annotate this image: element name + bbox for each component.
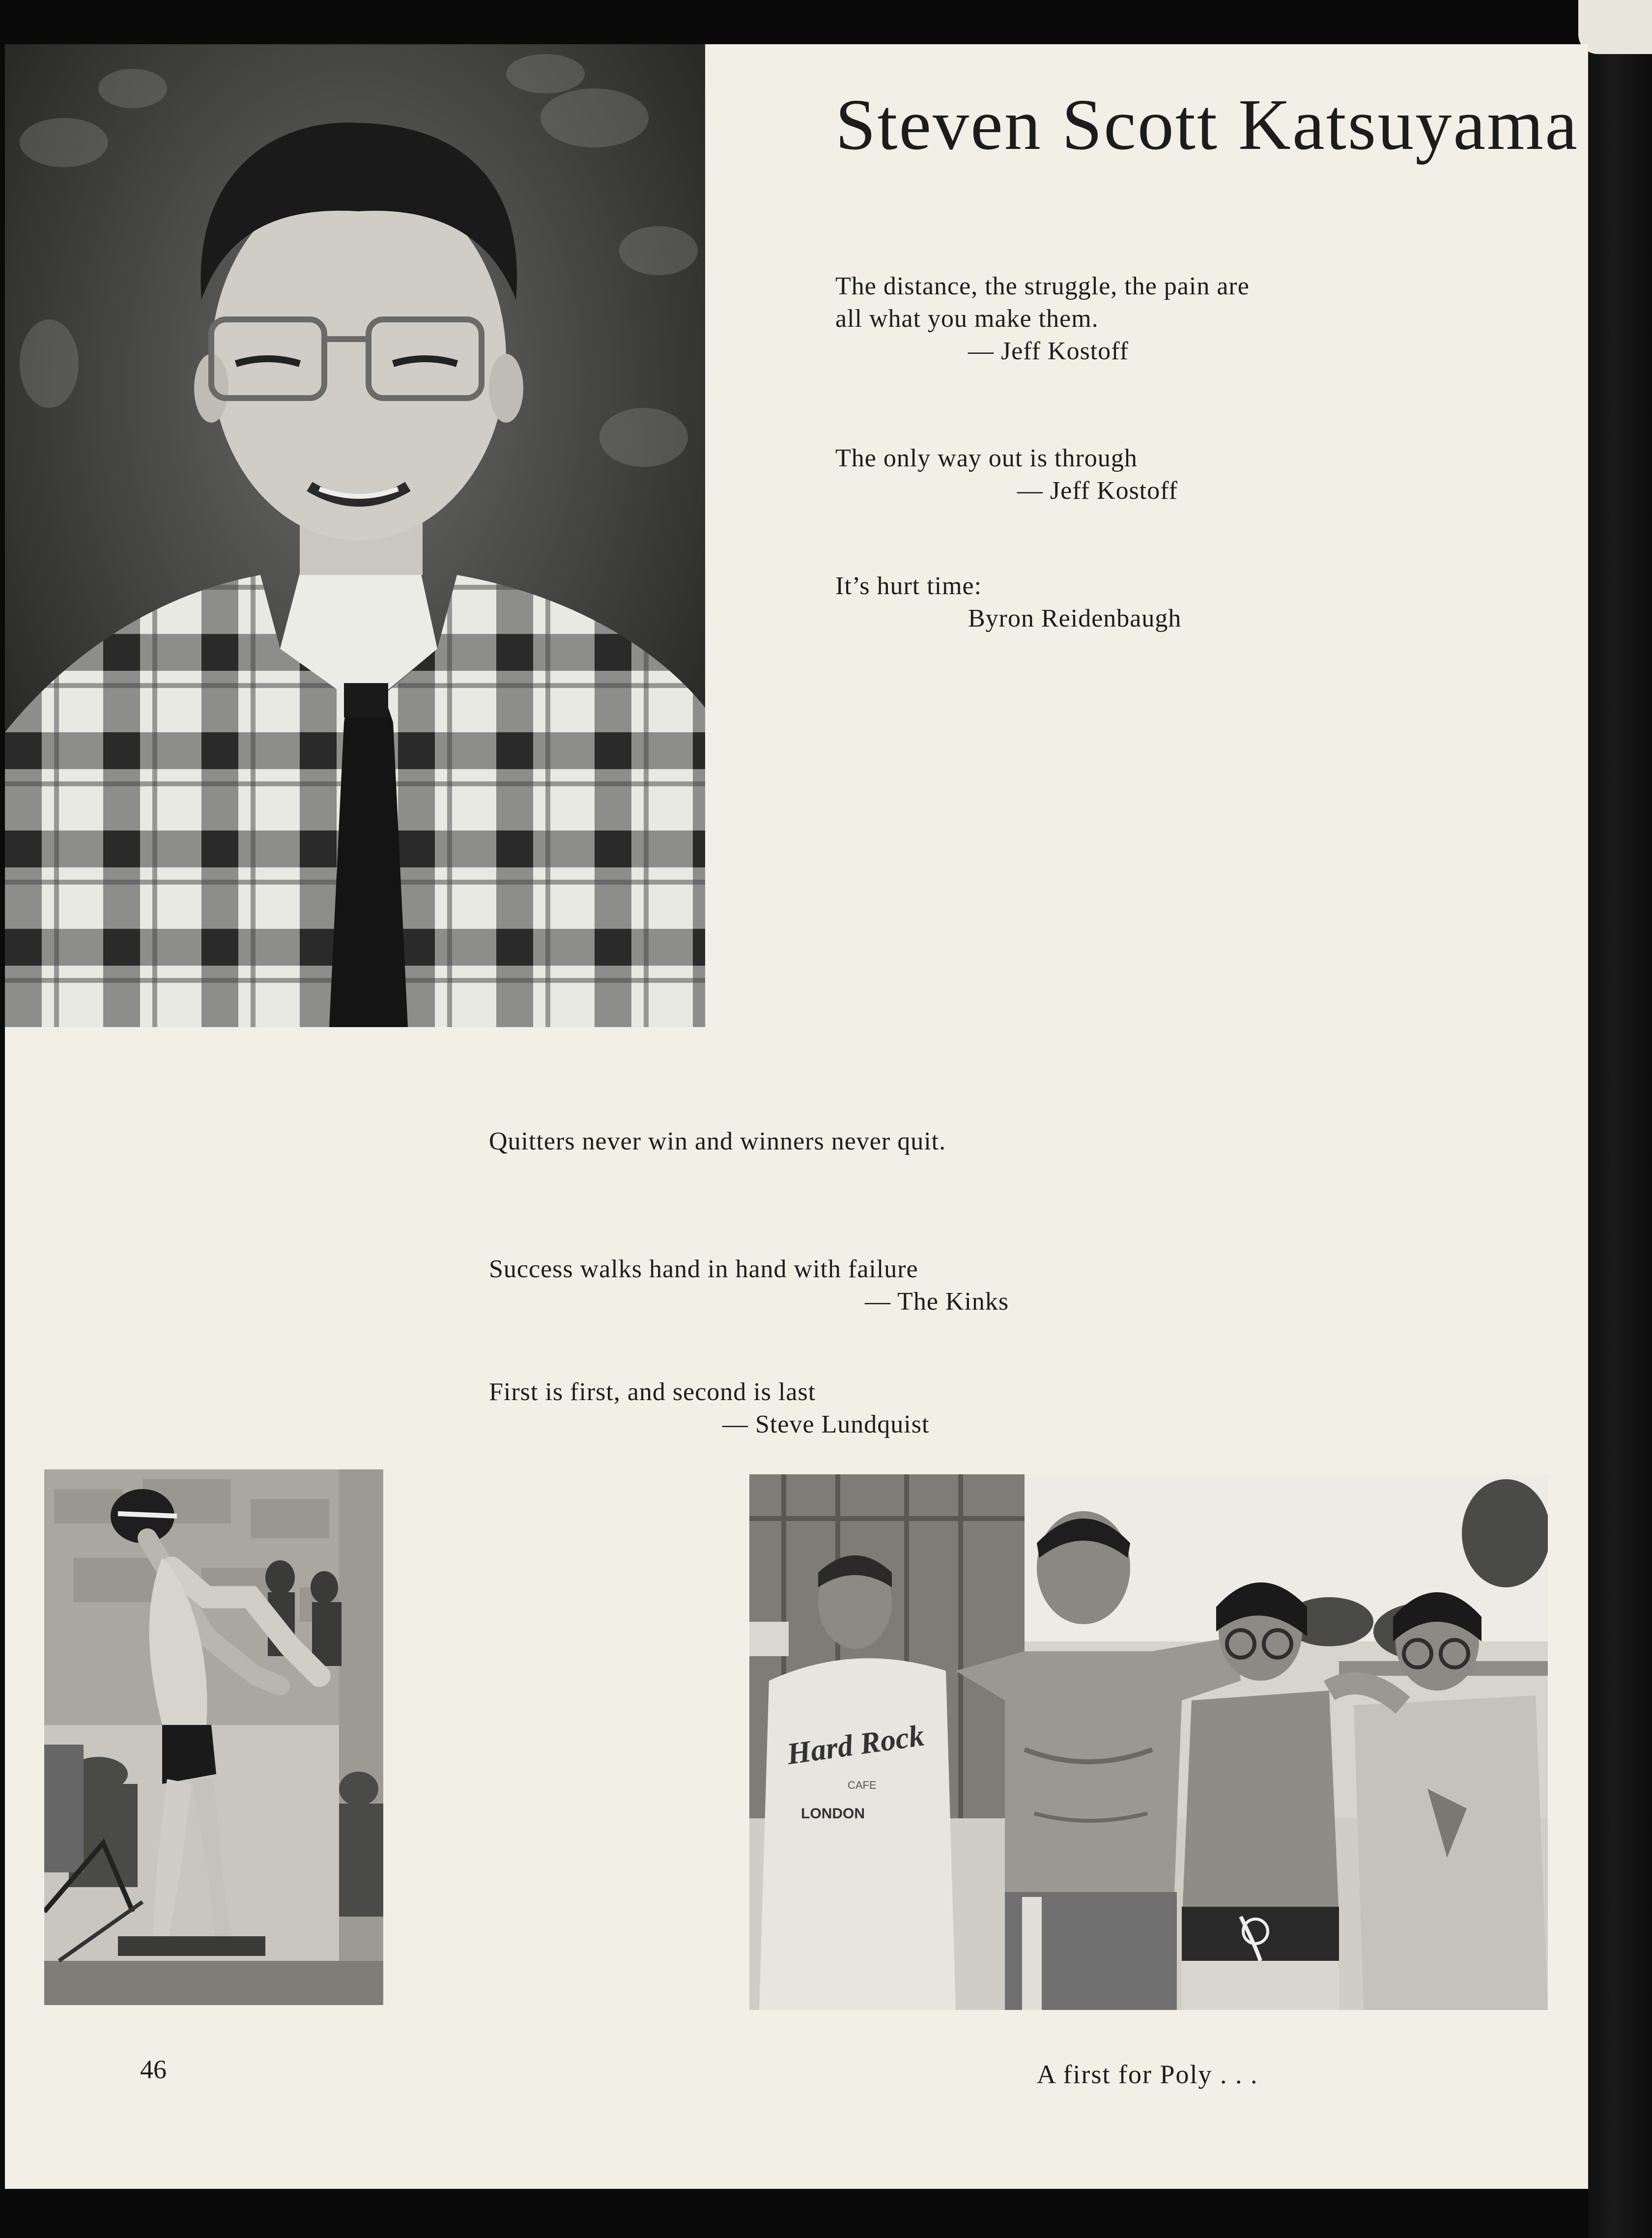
quote-line: all what you make them.: [835, 305, 1099, 333]
shirt-text: LONDON: [801, 1806, 865, 1822]
quote-line: The distance, the struggle, the pain are: [835, 272, 1250, 300]
quote-attribution: Byron Reidenbaugh: [968, 604, 1182, 632]
quote: [835, 442, 1178, 507]
shirt-text: CAFE: [848, 1779, 877, 1791]
quote-attribution: — Jeff Kostoff: [1017, 477, 1178, 505]
page-number: 46: [140, 2055, 167, 2084]
quote: [835, 270, 1250, 368]
quote: [489, 1125, 946, 1158]
quote-attribution: — The Kinks: [865, 1288, 1009, 1316]
quote-attribution: — Steve Lundquist: [722, 1410, 930, 1438]
quote-line: It’s hurt time:: [835, 572, 982, 600]
yearbook-page: [5, 44, 1588, 2189]
photo-caption: A first for Poly . . .: [1037, 2060, 1258, 2089]
quote: [489, 1376, 929, 1441]
quote: [489, 1253, 1009, 1318]
quote-attribution: — Jeff Kostoff: [968, 337, 1129, 365]
quote-line: Quitters never win and winners never quit.: [489, 1127, 946, 1155]
quote-line: Success walks hand in hand with failure: [489, 1255, 918, 1283]
book-binding-edge: [1588, 0, 1652, 2238]
group-photo: [749, 1474, 1548, 2010]
quote: [835, 570, 1181, 635]
page-tab: [1578, 0, 1652, 54]
shirt-text: Hard Rock: [785, 1719, 926, 1771]
swimmer-photo: [44, 1469, 383, 2005]
portrait-photo: [5, 44, 705, 1027]
quote-line: The only way out is through: [835, 444, 1138, 472]
page-title: Steven Scott Katsuyama: [835, 85, 1579, 165]
quote-line: First is first, and second is last: [489, 1378, 816, 1406]
